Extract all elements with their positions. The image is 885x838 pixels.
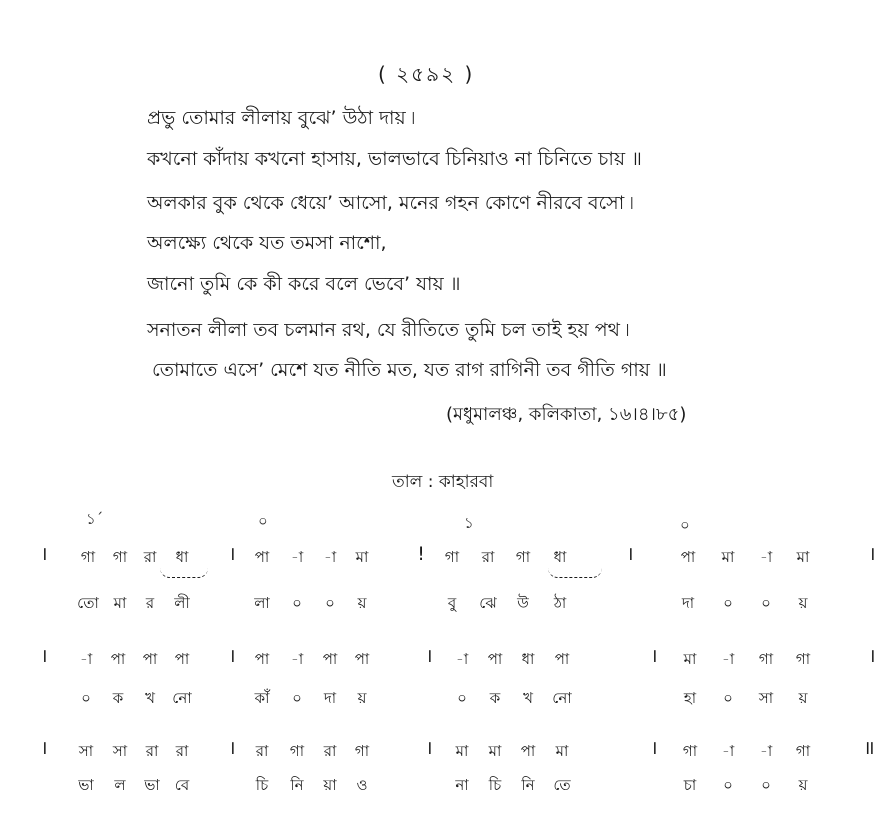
lyric-syllable: খ — [523, 689, 533, 707]
lyric-syllable: ০ — [81, 689, 91, 707]
swara-note: মা — [455, 742, 469, 760]
swara-note: -া — [290, 650, 304, 668]
lyric-syllable: য় — [357, 689, 367, 707]
lyric-syllable: ক — [489, 689, 501, 707]
lyric-syllable: ০ — [325, 594, 335, 612]
lyric-syllable: চা — [683, 776, 697, 794]
lyric-syllable: খ — [145, 689, 155, 707]
beat-marker-2: ০ — [258, 512, 268, 530]
lyric-syllable: ক — [112, 689, 124, 707]
swara-note: সা — [78, 742, 94, 760]
swara-note: মা — [721, 548, 735, 566]
lyric-syllable: ঠা — [553, 594, 567, 612]
swara-note: গা — [444, 548, 460, 566]
meend-slur — [548, 568, 602, 578]
bar-line: । — [228, 645, 236, 667]
lyric-syllable: মা — [113, 594, 127, 612]
beat-marker-3: ১ — [464, 514, 474, 532]
lyric-syllable: ০ — [292, 689, 302, 707]
lyric-syllable: ০ — [761, 776, 771, 794]
swara-note: -া — [455, 650, 469, 668]
lyric-syllable: উ — [517, 594, 529, 612]
swara-note: গা — [289, 742, 305, 760]
beat-marker-4: ০ — [680, 516, 690, 534]
lyric-syllable: ল — [114, 776, 126, 794]
swara-note: সা — [112, 742, 128, 760]
swara-note: গা — [112, 548, 128, 566]
swara-note: পা — [322, 650, 338, 668]
lyric-syllable: ০ — [723, 776, 733, 794]
lyric-line-6: সনাতন লীলা তব চলমান রথ, যে রীতিতে তুমি চল তাই হয় পথ ৷ — [147, 319, 630, 341]
swara-note: পা — [254, 650, 270, 668]
lyric-syllable: চি — [255, 776, 269, 794]
swara-note: পা — [254, 548, 270, 566]
beat-marker-1: ১´ — [86, 510, 104, 528]
swara-note: রা — [175, 742, 189, 760]
swara-note: ধা — [553, 548, 567, 566]
bar-line: । — [868, 543, 876, 565]
swara-note: রা — [481, 548, 495, 566]
lyric-syllable: নো — [172, 689, 192, 707]
swara-note: রা — [255, 742, 269, 760]
lyric-syllable: ভা — [144, 776, 160, 794]
swara-note: মা — [683, 650, 697, 668]
swara-note: -া — [759, 742, 773, 760]
bar-line: । — [425, 645, 433, 667]
bar-line: । — [40, 645, 48, 667]
bar-line: । — [650, 737, 658, 759]
bar-line: । — [228, 737, 236, 759]
lyric-syllable: সা — [758, 689, 774, 707]
lyric-line-4: অলক্ষ্যে থেকে যত তমসা নাশো, — [147, 232, 387, 254]
lyric-syllable: বে — [174, 776, 190, 794]
lyric-line-7: তোমাতে এসে’ মেশে যত নীতি মত, যত রাগ রাগিনী তব গীতি গায় ॥ — [152, 359, 667, 381]
swara-note: মা — [488, 742, 502, 760]
source-citation: (মধুমালঞ্চ, কলিকাতা, ১৬।৪।৮৫) — [446, 404, 687, 425]
lyric-syllable: বু — [447, 594, 457, 612]
lyric-syllable: চি — [488, 776, 502, 794]
swara-note: গা — [758, 650, 774, 668]
swara-note: গা — [795, 742, 811, 760]
lyric-syllable: ০ — [457, 689, 467, 707]
lyric-syllable: ও — [356, 776, 368, 794]
lyric-syllable: লী — [174, 594, 190, 612]
lyric-syllable: য় — [798, 689, 808, 707]
swara-note: রা — [143, 548, 157, 566]
lyric-syllable: য় — [798, 594, 808, 612]
swara-note: পা — [354, 650, 370, 668]
swara-note: রা — [323, 742, 337, 760]
lyric-syllable: ভা — [78, 776, 94, 794]
lyric-line-2: কখনো কাঁদায় কখনো হাসায়, ভালভাবে চিনিয়াও না চিনিতে চায় ॥ — [147, 148, 642, 170]
lyric-syllable: ০ — [761, 594, 771, 612]
lyric-syllable: হা — [683, 689, 697, 707]
swara-note: -া — [290, 548, 304, 566]
swara-note: পা — [520, 742, 536, 760]
lyric-syllable: ০ — [292, 594, 302, 612]
lyric-syllable: ০ — [723, 594, 733, 612]
lyric-syllable: ঝে — [479, 594, 497, 612]
swara-note: গা — [682, 742, 698, 760]
bar-line: । — [626, 543, 634, 565]
swara-note: গা — [354, 742, 370, 760]
swara-note: রা — [145, 742, 159, 760]
lyric-line-3: অলকার বুক থেকে ধেয়ে’ আসো, মনের গহন কোণে নীরবে বসো ৷ — [147, 192, 634, 214]
lyric-syllable: ০ — [723, 689, 733, 707]
swara-note: -া — [721, 742, 735, 760]
swara-note: মা — [555, 742, 569, 760]
swara-note: পা — [110, 650, 126, 668]
bar-line: । — [40, 737, 48, 759]
bar-line: । — [868, 645, 876, 667]
swara-note: গা — [515, 548, 531, 566]
lyric-line-1: প্রভু তোমার লীলায় বুঝে’ উঠা দায় ৷ — [147, 107, 415, 129]
lyric-syllable: লা — [254, 594, 270, 612]
lyric-syllable: য় — [798, 776, 808, 794]
lyric-syllable: য়া — [323, 776, 337, 794]
lyric-syllable: দা — [681, 594, 695, 612]
lyric-syllable: তে — [553, 776, 571, 794]
bar-line: । — [425, 737, 433, 759]
bar-line: ॥ — [863, 737, 875, 759]
bar-line: ! — [417, 543, 425, 565]
swara-note: -া — [721, 650, 735, 668]
bar-line: । — [228, 543, 236, 565]
lyric-syllable: নি — [290, 776, 304, 794]
meend-slur — [160, 568, 208, 578]
swara-note: ধা — [175, 548, 189, 566]
lyric-syllable: নি — [521, 776, 535, 794]
swara-note: গা — [80, 548, 96, 566]
tala-heading: তাল : কাহারবা — [392, 472, 494, 492]
swara-note: -া — [759, 548, 773, 566]
lyric-syllable: দা — [323, 689, 337, 707]
lyric-line-5: জানো তুমি কে কী করে বলে ভেবে’ যায় ॥ — [147, 273, 461, 295]
lyric-syllable: কাঁ — [254, 689, 270, 707]
swara-note: -া — [323, 548, 337, 566]
bar-line: । — [40, 543, 48, 565]
lyric-syllable: র — [145, 594, 155, 612]
song-number: ( ২৫৯২ ) — [378, 62, 475, 86]
swara-note: -া — [79, 650, 93, 668]
swara-note: গা — [795, 650, 811, 668]
swara-note: মা — [796, 548, 810, 566]
swara-note: পা — [487, 650, 503, 668]
swara-note: পা — [680, 548, 696, 566]
swara-note: মা — [355, 548, 369, 566]
swara-note: পা — [554, 650, 570, 668]
lyric-syllable: য় — [357, 594, 367, 612]
swara-note: পা — [142, 650, 158, 668]
swara-note: ধা — [521, 650, 535, 668]
swara-note: পা — [174, 650, 190, 668]
bar-line: । — [650, 645, 658, 667]
lyric-syllable: তো — [77, 594, 99, 612]
lyric-syllable: না — [455, 776, 469, 794]
lyric-syllable: নো — [552, 689, 572, 707]
